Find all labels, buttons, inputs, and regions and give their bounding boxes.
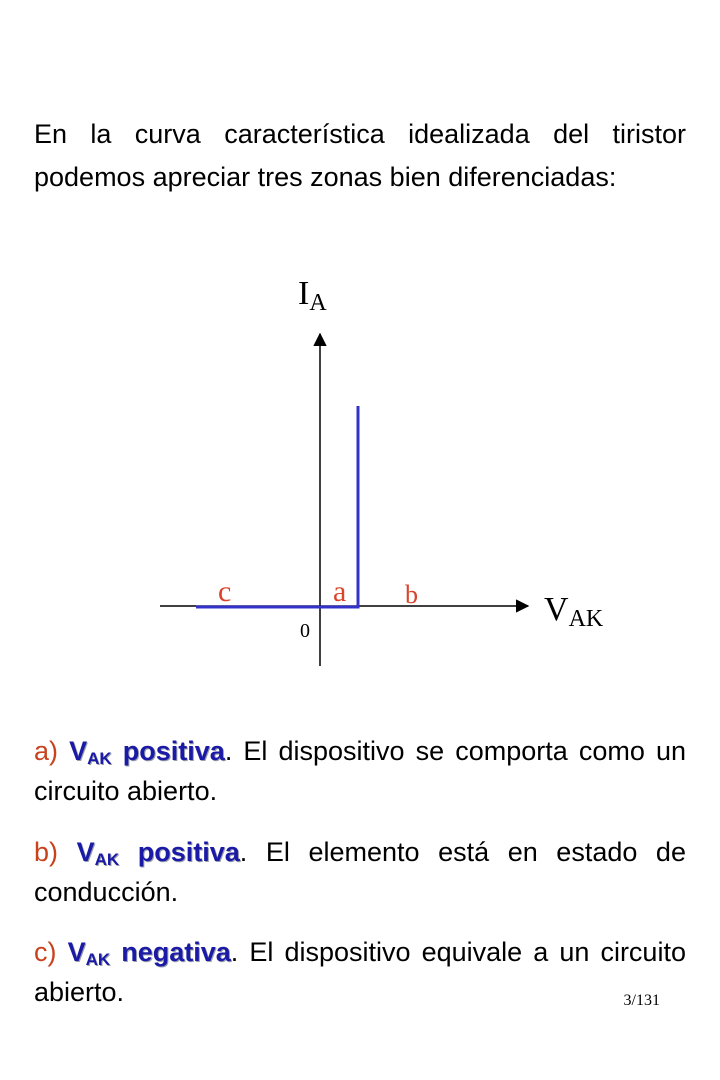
item-a bbox=[34, 731, 686, 811]
item-b bbox=[34, 832, 686, 912]
item-c-text: . El dispositivo equivale a un circuito abierto. bbox=[34, 937, 686, 1007]
origin-label: 0 bbox=[300, 620, 310, 642]
item-c-vak: $V_{AK}$ negativa bbox=[67, 937, 231, 969]
region-label-b: b bbox=[405, 580, 418, 609]
item-b-letter: b) bbox=[34, 837, 59, 867]
region-label-c: c bbox=[218, 575, 232, 608]
intro-paragraph: En la curva característica idealizada del tiristor podemos apreciar tres zonas bien diferenciadas: bbox=[34, 119, 686, 192]
item-c bbox=[34, 932, 686, 1012]
item-a-text: . El dispositivo se comporta como un circuito abierto. bbox=[34, 736, 686, 806]
region-label-a: a bbox=[333, 575, 347, 608]
y-axis-label: IA bbox=[298, 275, 327, 316]
page-number: 3/131 bbox=[623, 992, 660, 1009]
x-axis-label: VAK bbox=[544, 591, 604, 632]
item-a-letter: a) bbox=[34, 736, 59, 766]
item-a-vak: $V_{AK}$ positiva bbox=[69, 736, 225, 768]
item-b-vak: $V_{AK}$ positiva bbox=[76, 837, 240, 869]
item-b-text: . El elemento está en estado de conducción. bbox=[34, 837, 686, 907]
item-c-letter: c) bbox=[34, 937, 57, 967]
